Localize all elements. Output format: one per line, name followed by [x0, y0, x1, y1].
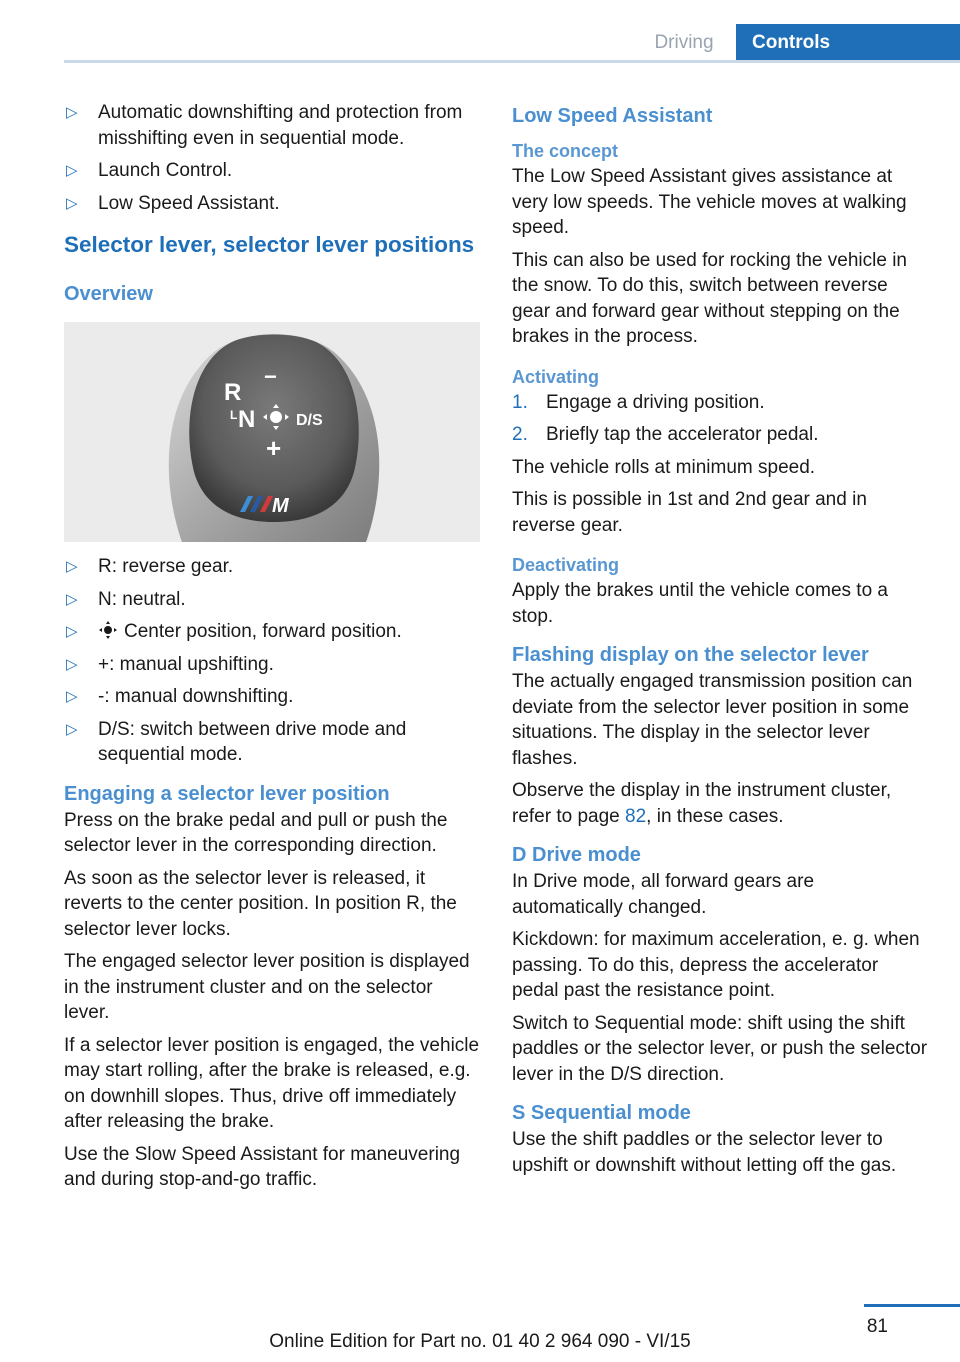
list-item: ▷ R: reverse gear.: [64, 554, 480, 580]
list-item: 2. Briefly tap the accelerator pedal.: [512, 424, 819, 445]
paragraph: Use the shift paddles or the selector lever to upshift or downshift without letting off the gas.: [512, 1129, 897, 1176]
label-plus: +: [266, 433, 282, 463]
paragraph: This can also be used for rocking the vehicle in the snow. To do this, switch between reverse gear and forward gear without stepping on the brakes in the process.: [512, 249, 907, 347]
right-column: [512, 100, 928, 1185]
subsection-title-lsa: Low Speed Assistant: [512, 105, 713, 127]
paragraph: This is possible in 1st and 2nd gear and in reverse gear.: [512, 489, 867, 536]
activating-steps: [512, 390, 928, 448]
page-reference-link[interactable]: 82: [625, 805, 647, 827]
intro-bullet-list: [64, 100, 480, 216]
left-column: [64, 100, 480, 1200]
label-ds: D/S: [296, 412, 323, 429]
triangle-bullet-icon: ▷: [66, 558, 78, 575]
svg-text:M: M: [272, 495, 289, 517]
triangle-bullet-icon: ▷: [66, 623, 78, 640]
label-r: R: [224, 379, 242, 406]
header-chapter-tab: Controls: [736, 24, 960, 62]
label-n: N: [238, 406, 256, 433]
paragraph: In Drive mode, all forward gears are automatically changed.: [512, 871, 815, 918]
paragraph-observe: Observe the display in the instrument cluster, refer to page 82, in these cases.: [512, 780, 892, 827]
minor-title-concept: The concept: [512, 141, 619, 161]
minor-title-deactivating: Deactivating: [512, 555, 620, 575]
subsection-title-sequential-mode: S Sequential mode: [512, 1102, 691, 1124]
paragraph: The actually engaged transmission position can deviate from the selector lever position in some situations. The display in the selector lever flashes.: [512, 671, 913, 769]
triangle-bullet-icon: ▷: [66, 104, 78, 121]
page-number: 81: [866, 1316, 888, 1337]
header-rule: [64, 60, 960, 63]
paragraph: Use the Slow Speed Assistant for maneuvering and during stop-and-go traffic.: [64, 1143, 461, 1190]
section-title-selector-lever: Selector lever, selector lever positions: [64, 232, 475, 257]
list-item: ▷ Launch Control.: [64, 158, 480, 184]
triangle-bullet-icon: ▷: [66, 688, 78, 705]
subsection-title-drive-mode: D Drive mode: [512, 844, 641, 866]
subsection-title-overview: Overview: [64, 283, 153, 305]
selector-lever-figure: [64, 322, 480, 542]
triangle-bullet-icon: ▷: [66, 162, 78, 179]
list-item: ▷ Center position, forward position.: [64, 619, 480, 645]
lever-knob: [189, 335, 359, 523]
footer-edition: Online Edition for Part no. 01 40 2 964 090 - VI/15: [269, 1331, 691, 1352]
paragraph: If a selector lever position is engaged, the vehicle may start rolling, after the brake is released, e.g. on downhill slopes. Thus, drive off immediately after releasing the brake.: [64, 1034, 480, 1132]
paragraph: The vehicle rolls at minimum speed.: [512, 456, 816, 478]
paragraph: The engaged selector lever position is displayed in the instrument cluster and on the selector lever.: [64, 951, 470, 1023]
center-position-icon: [98, 621, 118, 639]
paragraph: Kickdown: for maximum acceleration, e. g. when passing. To do this, depress the accelerator pedal past the resistance point.: [512, 929, 920, 1001]
list-item: ▷ +: manual upshifting.: [64, 652, 480, 678]
subsection-title-engaging: Engaging a selector lever position: [64, 782, 390, 805]
list-item: ▷ Low Speed Assistant.: [64, 191, 480, 217]
paragraph: The Low Speed Assistant gives assistance at very low speeds. The vehicle moves at walking speed.: [512, 166, 907, 238]
position-bullet-list: [64, 554, 480, 768]
label-l: L: [230, 408, 238, 422]
minor-title-activating: Activating: [512, 366, 600, 387]
selector-lever-illustration: [64, 322, 480, 542]
list-item: ▷ D/S: switch between drive mode and sequential mode.: [66, 718, 407, 765]
list-item: 1. Engage a driving position.: [512, 391, 765, 413]
label-minus: −: [264, 364, 277, 389]
paragraph: Press on the brake pedal and pull or push the selector lever in the corresponding direction.: [64, 809, 448, 856]
list-item: ▷ -: manual downshifting.: [64, 684, 480, 710]
triangle-bullet-icon: ▷: [66, 720, 78, 738]
header-section-label: Driving: [654, 32, 714, 53]
list-item: ▷ Automatic downshifting and protection from misshifting even in sequential mode.: [66, 102, 463, 149]
triangle-bullet-icon: ▷: [66, 655, 78, 673]
paragraph: Apply the brakes until the vehicle comes to a stop.: [512, 580, 888, 627]
page-number-rule: [864, 1304, 960, 1307]
list-item: ▷ N: neutral.: [64, 587, 480, 613]
paragraph: As soon as the selector lever is released, it reverts to the center position. In position R, the selector lever locks.: [64, 867, 457, 940]
triangle-bullet-icon: ▷: [66, 590, 78, 608]
triangle-bullet-icon: ▷: [66, 194, 78, 212]
paragraph: Switch to Sequential mode: shift using the shift paddles or the selector lever, or push the selector lever in the D/S direction.: [512, 1012, 928, 1085]
subsection-title-flashing: Flashing display on the selector lever: [512, 644, 869, 666]
